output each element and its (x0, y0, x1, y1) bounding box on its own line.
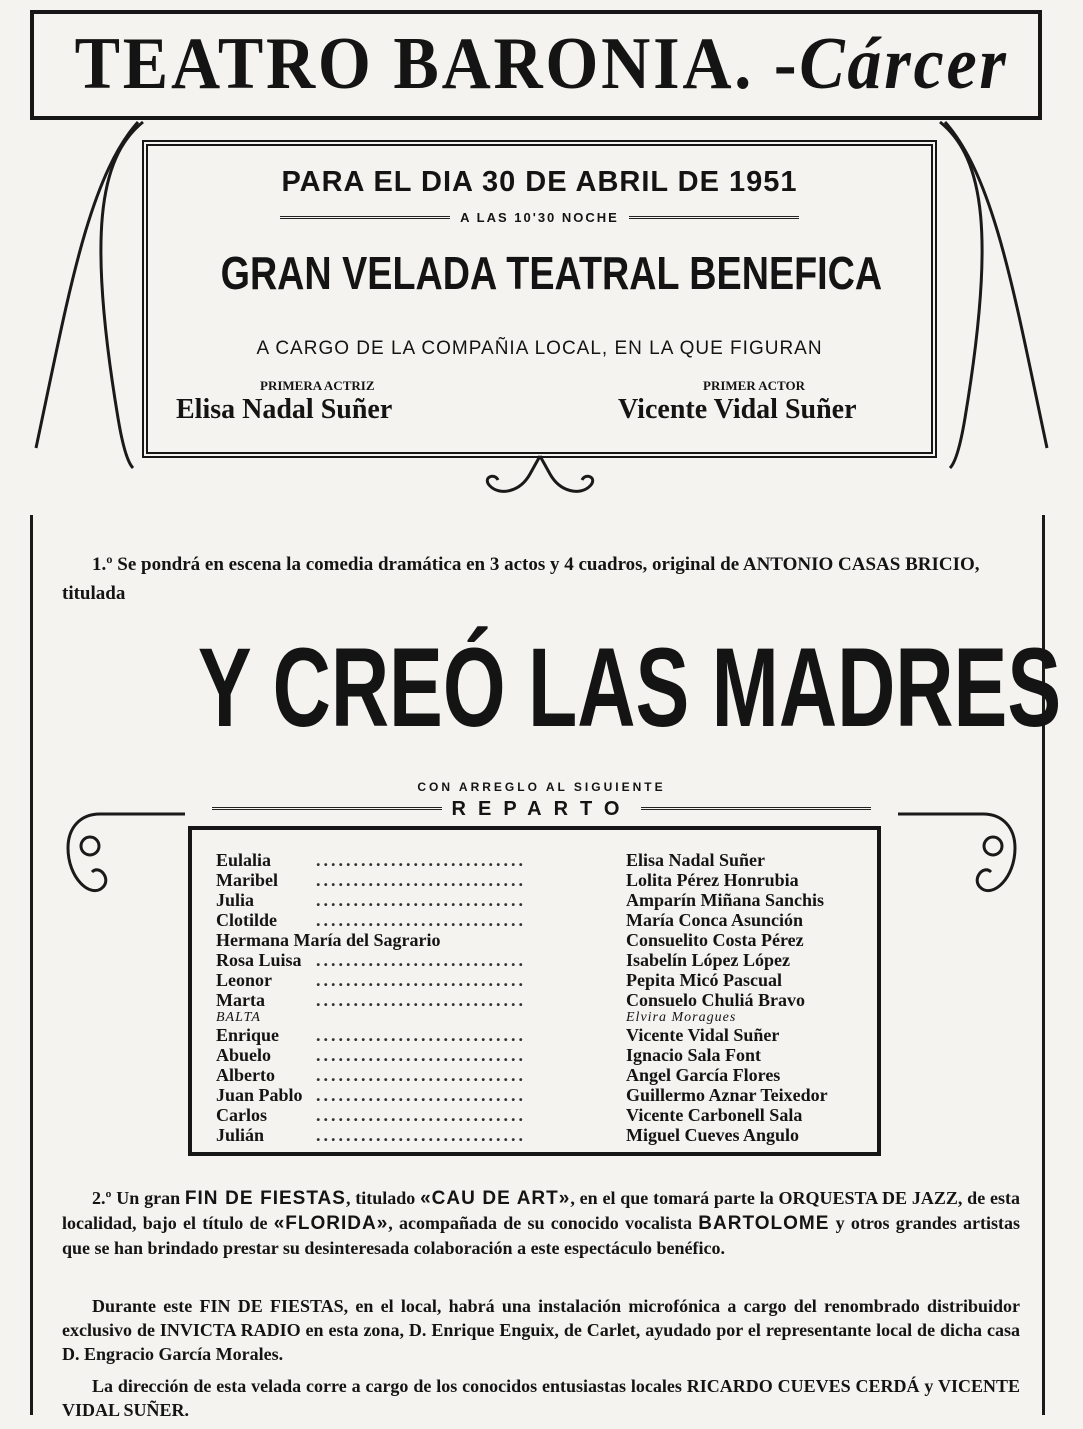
lead-actor-label: PRIMER ACTOR (703, 378, 805, 393)
arrangement-line: CON ARREGLO AL SIGUIENTE (417, 780, 666, 794)
cast-row: Abuelo ............................ Ignacio Sala Font (216, 1045, 762, 1065)
event-info-box (142, 140, 937, 458)
cast-row: Alberto ............................ Angel García Flores (216, 1065, 781, 1085)
part2-paragraph-3: La dirección de esta velada corre a cargo de los conocidos entusiastas locales RICARDO CUEVES CERDÁ y VICENTE VIDAL SUÑER. (62, 1376, 1020, 1420)
lead-actor-name: Vicente Vidal Suñer (618, 394, 857, 425)
part1-intro: 1.º Se pondrá en escena la comedia dramática en 3 actos y 4 cuadros, original de ANTONIO CASAS BRICIO, titulada (62, 554, 980, 604)
right-flourish (893, 808, 1023, 908)
play-title: Y CREÓ LAS MADRES (197, 625, 1062, 750)
time-rule-left (280, 216, 450, 222)
left-flourish (60, 808, 190, 908)
cast-row: Hermana María del Sagrario Consuelito Costa Pérez (216, 930, 804, 950)
company-line: A CARGO DE LA COMPAÑIA LOCAL, EN LA QUE FIGURAN (256, 338, 823, 359)
cast-row: Julián ............................ Miguel Cueves Angulo (216, 1125, 800, 1145)
cast-heading: REPARTO (0, 798, 1083, 821)
event-time-row (148, 210, 931, 225)
event-date: PARA EL DIA 30 DE ABRIL DE 1951 (281, 166, 798, 198)
lead-actress-label: PRIMERA ACTRIZ (260, 378, 375, 393)
title-box (30, 10, 1042, 120)
scroll-ornament (440, 452, 640, 502)
part2-paragraph-2: Durante este FIN DE FIESTAS, en el local, habrá una instalación microfónica a cargo del renombrado distribuidor exclusivo de INVICTA RADIO en esta zona, D. Enrique Enguix, de Carlet, ayudado por el representante local de dicha casa D. Engracio García Morales. (62, 1296, 1020, 1364)
gala-heading: GRAN VELADA TEATRAL BENEFICA (220, 247, 883, 299)
cast-row: Clotilde ............................ María Conca Asunción (216, 910, 804, 930)
lead-actress-name: Elisa Nadal Suñer (176, 394, 393, 425)
part2-paragraph-1: 2.º Un gran FIN DE FIESTAS, titulado «CAU DE ART», en el que tomará parte la ORQUESTA DE JAZZ, de esta localidad, bajo el título de «FLORIDA», acompañada de su conocido vocalista BARTOLOME y otros grandes artistas que se han brindado prestar su desinteresada colaboración a este espectáculo benéfico. (62, 1188, 1020, 1258)
right-curtain-ornament (935, 118, 1055, 478)
play-title-row (30, 618, 1062, 758)
cast-row: Carlos ............................ Vicente Carbonell Sala (216, 1105, 803, 1125)
cast-row: Eulalia ............................ Elisa Nadal Suñer (216, 850, 766, 870)
left-curtain-ornament (28, 118, 148, 478)
cast-row: Rosa Luisa ............................ Isabelín López López (216, 950, 791, 970)
cast-box (188, 826, 881, 1156)
cast-row: Marta ............................ Consuelo Chuliá Bravo (216, 990, 806, 1010)
time-rule-right (629, 216, 799, 222)
gala-heading-row (148, 246, 931, 300)
cast-rule-right (641, 807, 871, 813)
event-time: A LAS 10'30 NOCHE (460, 210, 619, 225)
theatre-title: TEATRO BARONIA. -Cárcer (74, 23, 1009, 105)
cast-rule-left (212, 807, 442, 813)
cast-row: Maribel ............................ Lolita Pérez Honrubia (216, 870, 799, 890)
cast-row: Juan Pablo ............................ Guillermo Aznar Teixedor (216, 1085, 828, 1105)
cast-row-handwritten: BALTA Elvira Moragues (216, 1010, 737, 1025)
cast-row: Julia ............................ Amparín Miñana Sanchis (216, 890, 825, 910)
cast-row: Leonor ............................ Pepita Micó Pascual (216, 970, 782, 990)
cast-row: Enrique ............................ Vicente Vidal Suñer (216, 1025, 780, 1045)
